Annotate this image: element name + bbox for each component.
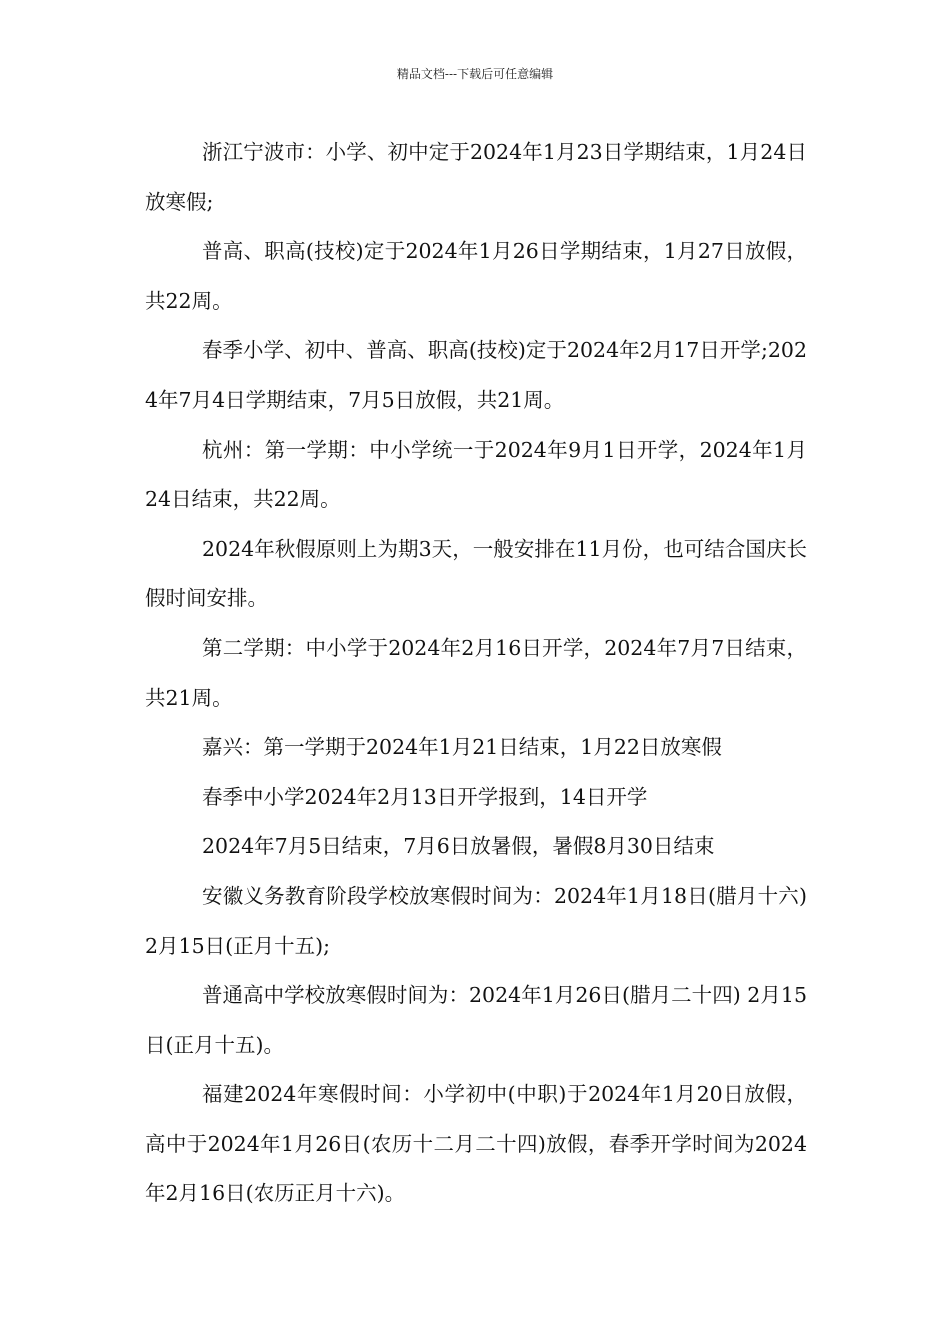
paragraph-ningbo-primary: 浙江宁波市：小学、初中定于2024年1月23日学期结束，1月24日放寒假; bbox=[145, 140, 807, 214]
paragraph-jiaxing-first-term: 嘉兴：第一学期于2024年1月21日结束，1月22日放寒假 bbox=[202, 735, 722, 760]
paragraph-jiaxing-spring: 春季中小学2024年2月13日开学报到，14日开学 bbox=[202, 784, 648, 809]
paragraph-fujian: 福建2024年寒假时间：小学初中(中职)于2024年1月20日放假，高中于2024年1月26日(农历十二月二十四)放假，春季开学时间为2024年2月16日(农历正月十六)。 bbox=[145, 1082, 807, 1206]
paragraph-hangzhou-first-term: 杭州：第一学期：中小学统一于2024年9月1日开学，2024年1月24日结束，共22周。 bbox=[145, 437, 807, 512]
paragraph-jiaxing-summer: 2024年7月5日结束，7月6日放暑假，暑假8月30日结束 bbox=[202, 834, 715, 859]
paragraph-ningbo-spring: 春季小学、初中、普高、职高(技校)定于2024年2月17日开学;2024年7月4日学期结束，7月5日放假，共21周。 bbox=[145, 338, 807, 412]
paragraph-anhui-high-school: 普通高中学校放寒假时间为：2024年1月26日(腊月二十四) 2月15日(正月十五)。 bbox=[145, 983, 807, 1057]
page-header: 精品文档---下载后可任意编辑 bbox=[396, 67, 554, 81]
paragraph-anhui-compulsory: 安徽义务教育阶段学校放寒假时间为：2024年1月18日(腊月十六) 2月15日(正月十五); bbox=[145, 883, 807, 958]
paragraph-hangzhou-second-term: 第二学期：中小学于2024年2月16日开学，2024年7月7日结束，共21周。 bbox=[145, 635, 807, 710]
document-body bbox=[145, 128, 807, 1219]
paragraph-ningbo-high-school: 普高、职高(技校)定于2024年1月26日学期结束，1月27日放假，共22周。 bbox=[145, 239, 807, 313]
paragraph-hangzhou-autumn-break: 2024年秋假原则上为期3天，一般安排在11月份，也可结合国庆长假时间安排。 bbox=[145, 536, 807, 611]
